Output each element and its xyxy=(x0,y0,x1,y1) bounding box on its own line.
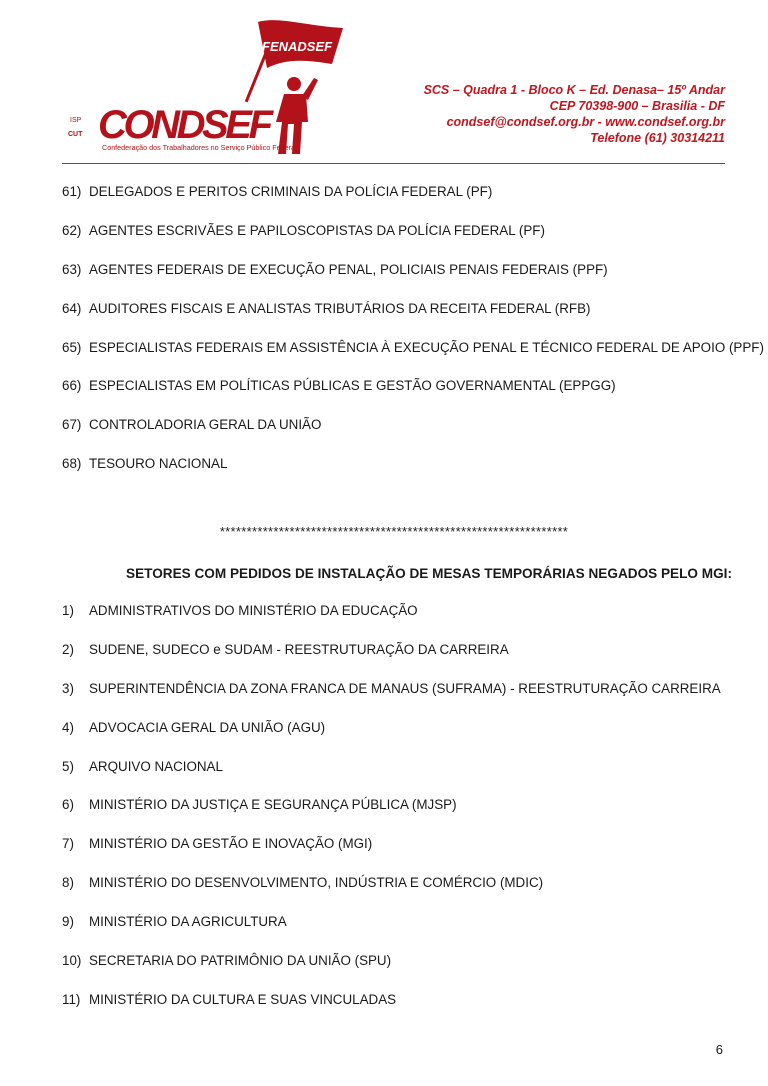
list-item: 68) TESOURO NACIONAL xyxy=(62,456,228,472)
list-item: 10) SECRETARIA DO PATRIMÔNIO DA UNIÃO (SPU) xyxy=(62,953,392,969)
cut-text: CUT xyxy=(68,131,83,138)
section-title: SETORES COM PEDIDOS DE INSTALAÇÃO DE MESAS TEMPORÁRIAS NEGADOS PELO MGI: xyxy=(126,566,732,581)
address-line: SCS – Quadra 1 - Bloco K – Ed. Denasa– 15º Andar xyxy=(423,83,725,97)
condsef-text: CONDSEF xyxy=(98,103,273,147)
list-item: 4) ADVOCACIA GERAL DA UNIÃO (AGU) xyxy=(62,719,326,735)
cep-line: CEP 70398-900 – Brasilia - DF xyxy=(549,99,725,113)
list-item: 66) ESPECIALISTAS EM POLÍTICAS PÚBLICAS E GESTÃO GOVERNAMENTAL (EPPGG) xyxy=(62,378,616,394)
letterhead xyxy=(0,0,768,165)
list-item: 7) MINISTÉRIO DA GESTÃO E INOVAÇÃO (MGI) xyxy=(62,836,373,852)
list-item: 63) AGENTES FEDERAIS DE EXECUÇÃO PENAL, POLICIAIS PENAIS FEDERAIS (PPF) xyxy=(62,261,608,277)
list-item: 8) MINISTÉRIO DO DESENVOLVIMENTO, INDÚSTRIA E COMÉRCIO (MDIC) xyxy=(62,875,544,891)
logo-tagline: Confederação dos Trabalhadores no Serviço Público Federal xyxy=(102,143,297,152)
condsef-logo xyxy=(62,14,352,156)
fenadsef-text: FENADSEF xyxy=(262,39,333,54)
header-divider xyxy=(62,163,725,164)
list-item: 9) MINISTÉRIO DA AGRICULTURA xyxy=(62,914,287,930)
list-item: 65) ESPECIALISTAS FEDERAIS EM ASSISTÊNCIA À EXECUÇÃO PENAL E TÉCNICO FEDERAL DE APOIO (PPF) xyxy=(62,339,764,355)
asterisk-separator: ***************************************************************** xyxy=(219,524,569,539)
setores-negados-list xyxy=(62,603,721,1031)
contact-block xyxy=(424,82,725,146)
list-item: 5) ARQUIVO NACIONAL xyxy=(62,758,223,774)
list-item: 62) AGENTES ESCRIVÃES E PAPILOSCOPISTAS DA POLÍCIA FEDERAL (PF) xyxy=(62,222,545,238)
list-item: 64) AUDITORES FISCAIS E ANALISTAS TRIBUTÁRIOS DA RECEITA FEDERAL (RFB) xyxy=(62,300,591,316)
list-item: 1) ADMINISTRATIVOS DO MINISTÉRIO DA EDUCAÇÃO xyxy=(62,603,418,618)
list-item: 6) MINISTÉRIO DA JUSTIÇA E SEGURANÇA PÚBLICA (MJSP) xyxy=(62,797,457,813)
phone-line: Telefone (61) 30314211 xyxy=(590,131,725,145)
email-web-line[interactable]: condsef@condsef.org.br - www.condsef.org.br xyxy=(446,115,725,129)
list-item: 67) CONTROLADORIA GERAL DA UNIÃO xyxy=(62,417,322,433)
list-item: 61) DELEGADOS E PERITOS CRIMINAIS DA POLÍCIA FEDERAL (PF) xyxy=(62,184,493,199)
list-item: 3) SUPERINTENDÊNCIA DA ZONA FRANCA DE MANAUS (SUFRAMA) - REESTRUTURAÇÃO CARREIRA xyxy=(62,680,721,696)
carreiras-list xyxy=(62,184,764,495)
list-item: 11) MINISTÉRIO DA CULTURA E SUAS VINCULADAS xyxy=(62,991,397,1007)
list-item: 2) SUDENE, SUDECO e SUDAM - REESTRUTURAÇÃO DA CARREIRA xyxy=(62,641,509,657)
page-number: 6 xyxy=(715,1042,723,1057)
isp-text: ISP xyxy=(70,117,82,124)
